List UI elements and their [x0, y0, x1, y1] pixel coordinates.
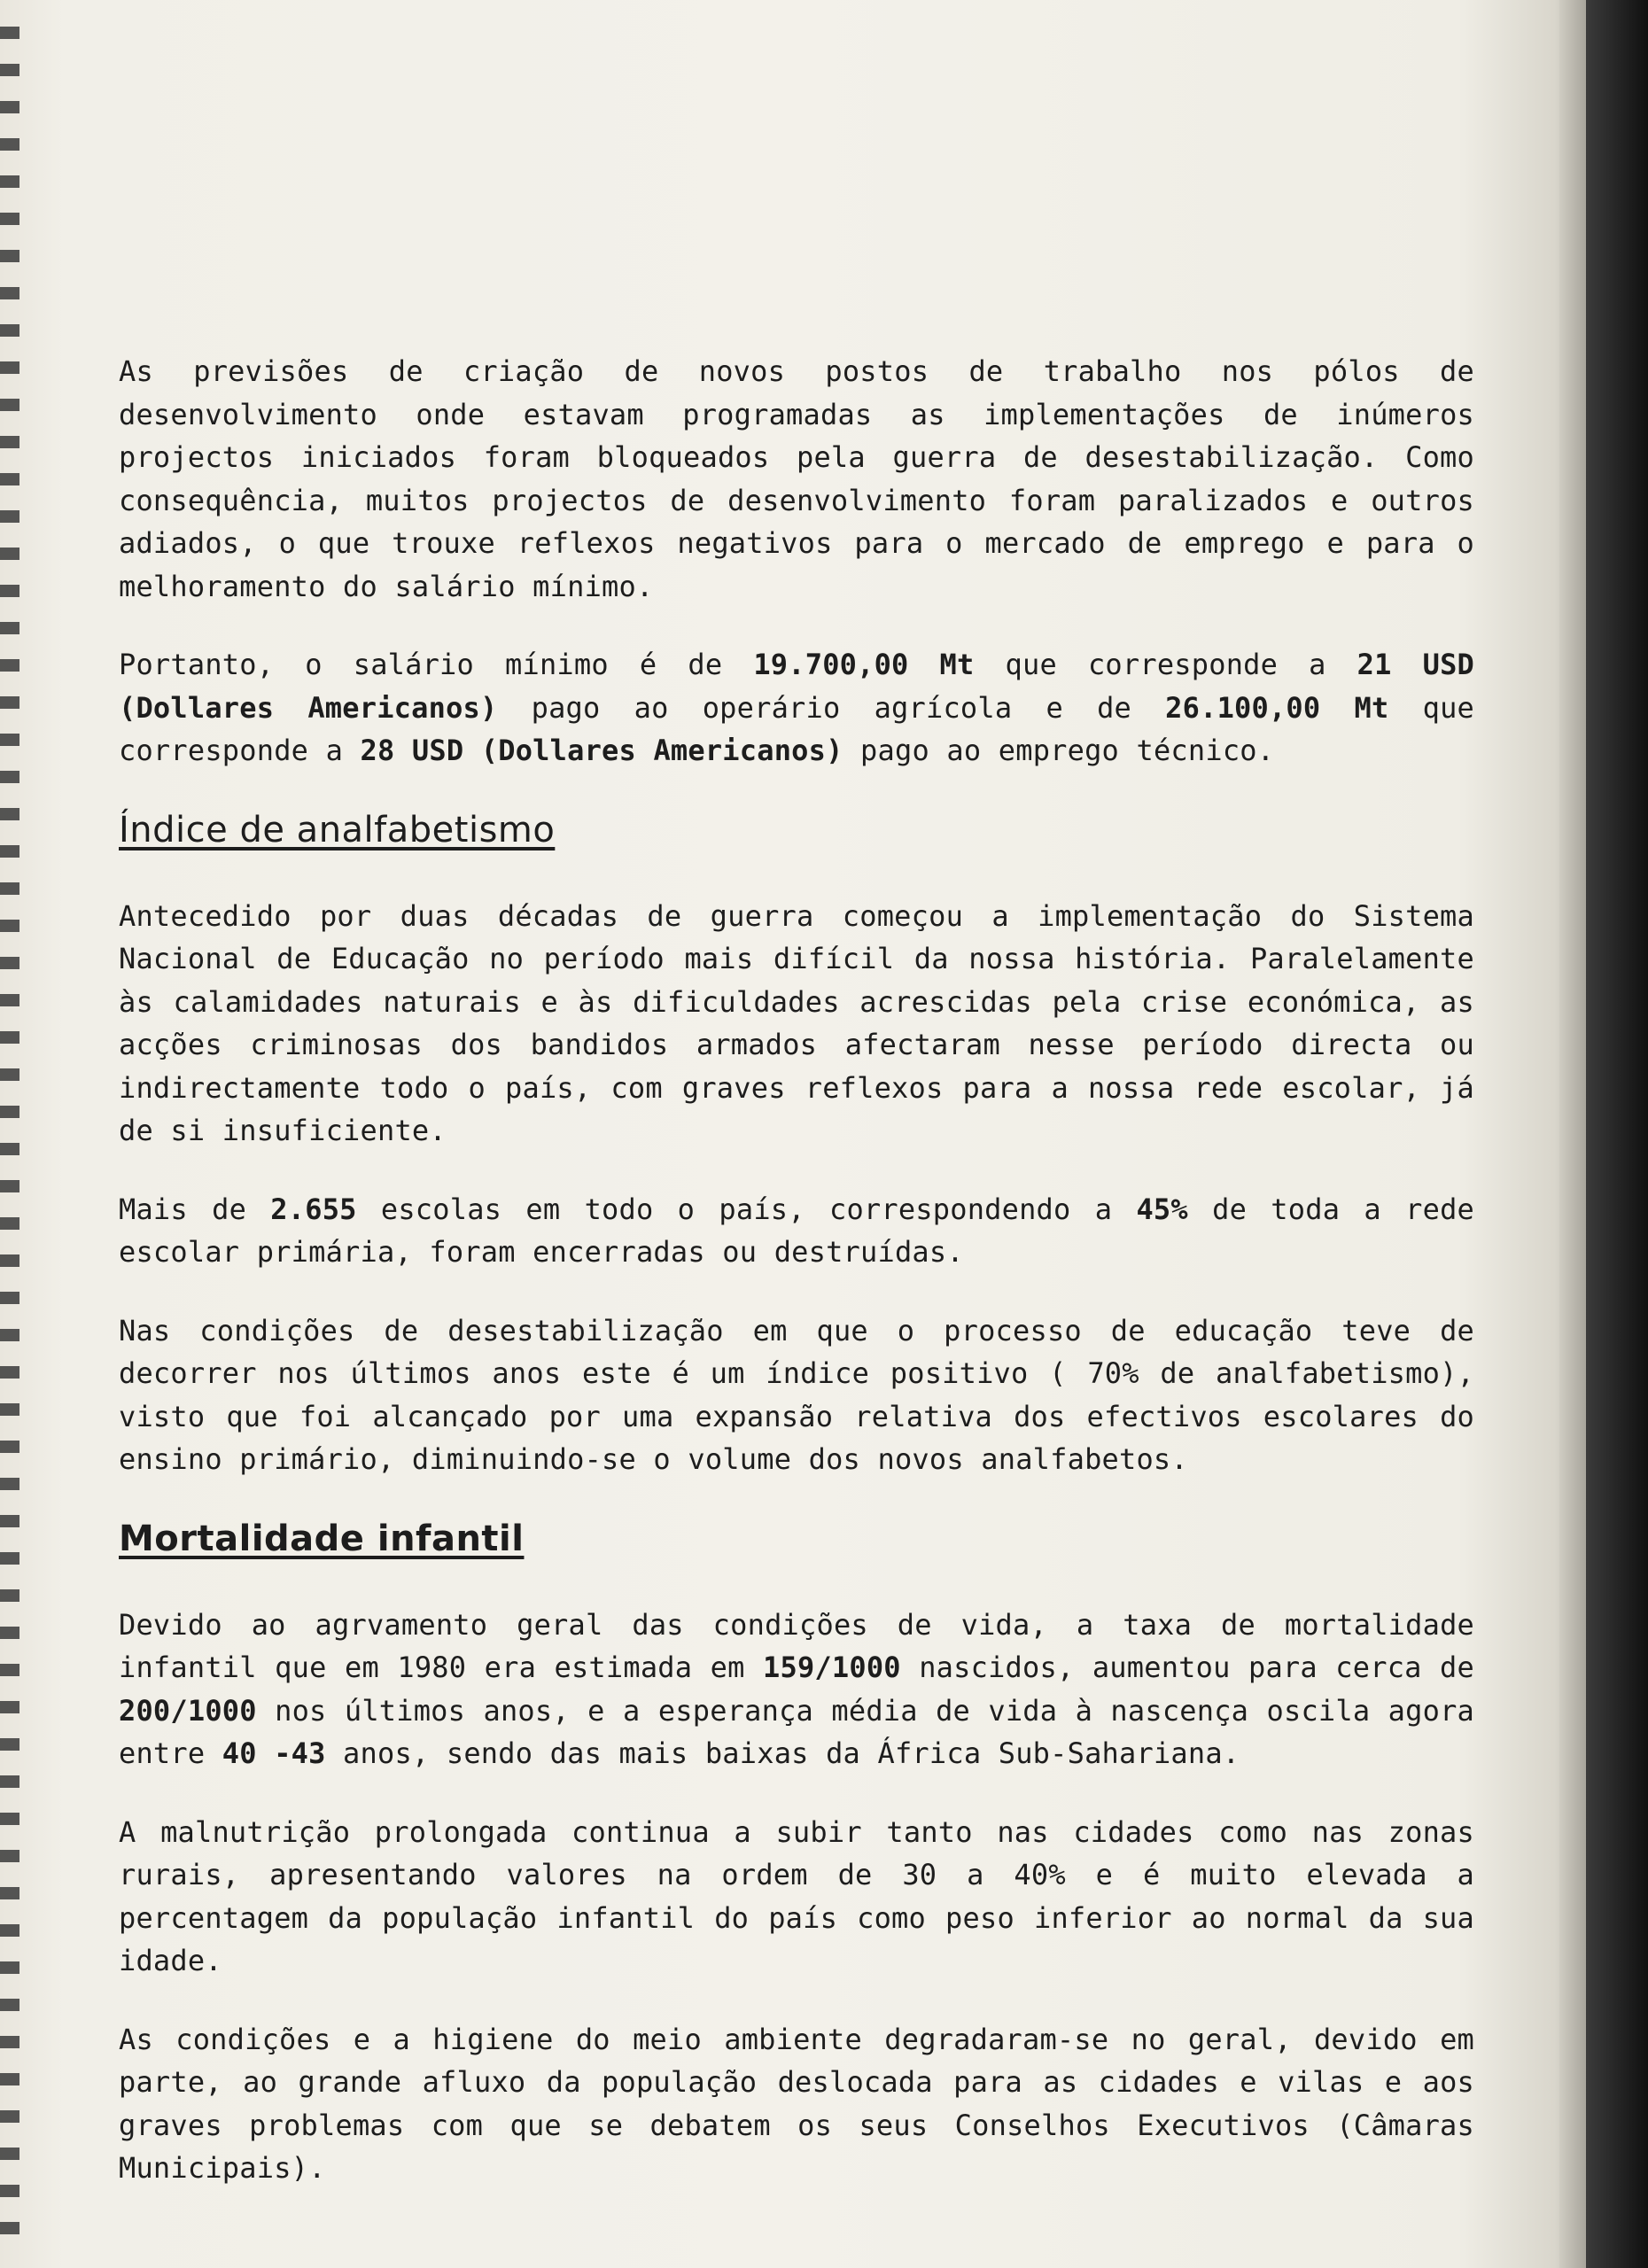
- paragraph-mortality-rate: [119, 1604, 1474, 1775]
- paragraph-minimum-wage: [119, 643, 1474, 773]
- text-run: Portanto, o salário mínimo é de: [119, 648, 754, 681]
- mortality-1980: 159/1000: [763, 1651, 901, 1684]
- text-run: pago ao emprego técnico.: [843, 734, 1275, 767]
- spiral-binding: [0, 27, 19, 2241]
- wage-agricultural-usd: 21 USD (Dollares Americanos): [119, 648, 1475, 725]
- text-run: nascidos, aumentou para cerca de: [900, 1651, 1474, 1684]
- heading-infant-mortality: Mortalidade infantil: [119, 1518, 525, 1559]
- text-run: Devido ao agrvamento geral das condições de vida, a taxa de mortalidade infantil que em 1980 era estimada em: [119, 1607, 1474, 1684]
- paragraph-environment: As condições e a higiene do meio ambiente degradaram-se no geral, devido em parte, ao grande afluxo da população deslocada para as cidades e vilas e aos graves problemas com que se debatem os seus Conselhos Executivos (Câmaras Municipais).: [119, 2022, 1474, 2185]
- text-run: nos últimos anos, e a esperança média de vida à nascença oscila agora entre: [119, 1693, 1474, 1770]
- mortality-recent: 200/1000: [119, 1693, 257, 1728]
- text-run: escolas em todo o país, correspondendo a: [356, 1192, 1137, 1226]
- paragraph-illiteracy-index: Nas condições de desestabilização em que o processo de educação teve de decorrer nos últimos anos este é um índice positivo ( 70% de analfabetismo), visto que foi alcançado por uma expansão relativa dos efectivos escolares do ensino primário, diminuindo-se o volume dos novos analfabetos.: [119, 1313, 1474, 1476]
- text-run: Mais de: [119, 1192, 271, 1226]
- paragraph-education-system: Antecedido por duas décadas de guerra começou a implementação do Sistema Nacional de Educação no período mais difícil da nossa história. Paralelamente às calamidades naturais e às dificuldades acrescidas pela crise económica, as acções criminosas dos bandidos armados afectaram nesse período directa ou indirectamente todo o país, com graves reflexos para a nossa rede escolar, já de si insuficiente.: [119, 898, 1474, 1147]
- text-run: pago ao operário agrícola e de: [497, 690, 1166, 725]
- paragraph-employment: As previsões de criação de novos postos de trabalho nos pólos de desenvolvimento onde estavam programadas as implementações de inúmeros projectos iniciados foram bloqueados pela guerra de desestabilização. Como consequência, muitos projectos de desenvolvimento foram paralizados e outros adiados, o que trouxe reflexos negativos para o mercado de emprego e para o melhoramento do salário mínimo.: [119, 354, 1474, 603]
- page-edge: [1559, 0, 1586, 2268]
- life-expectancy-range: 40 -43: [222, 1736, 326, 1770]
- text-run: de toda a rede escolar primária, foram encerradas ou destruídas.: [119, 1192, 1474, 1269]
- schools-count: 2.655: [270, 1192, 357, 1226]
- document-body: [119, 350, 1474, 2225]
- text-run: anos, sendo das mais baixas da África Sub-Sahariana.: [325, 1736, 1240, 1770]
- scanner-background: [1586, 0, 1648, 2268]
- schools-percentage: 45%: [1136, 1192, 1188, 1226]
- heading-illiteracy: Índice de analfabetismo: [119, 809, 556, 850]
- wage-technical-value: 26.100,00 Mt: [1165, 690, 1389, 725]
- paragraph-schools-closed: [119, 1188, 1474, 1274]
- paragraph-malnutrition: A malnutrição prolongada continua a subir tanto nas cidades como nas zonas rurais, apresentando valores na ordem de 30 a 40% e é muito elevada a percentagem da população infantil do país como peso inferior ao normal da sua idade.: [119, 1814, 1474, 1977]
- text-run: que corresponde a: [119, 690, 1475, 767]
- text-run: que corresponde a: [974, 648, 1357, 681]
- wage-agricultural-value: 19.700,00 Mt: [753, 648, 975, 681]
- wage-technical-usd: 28 USD (Dollares Americanos): [360, 734, 843, 767]
